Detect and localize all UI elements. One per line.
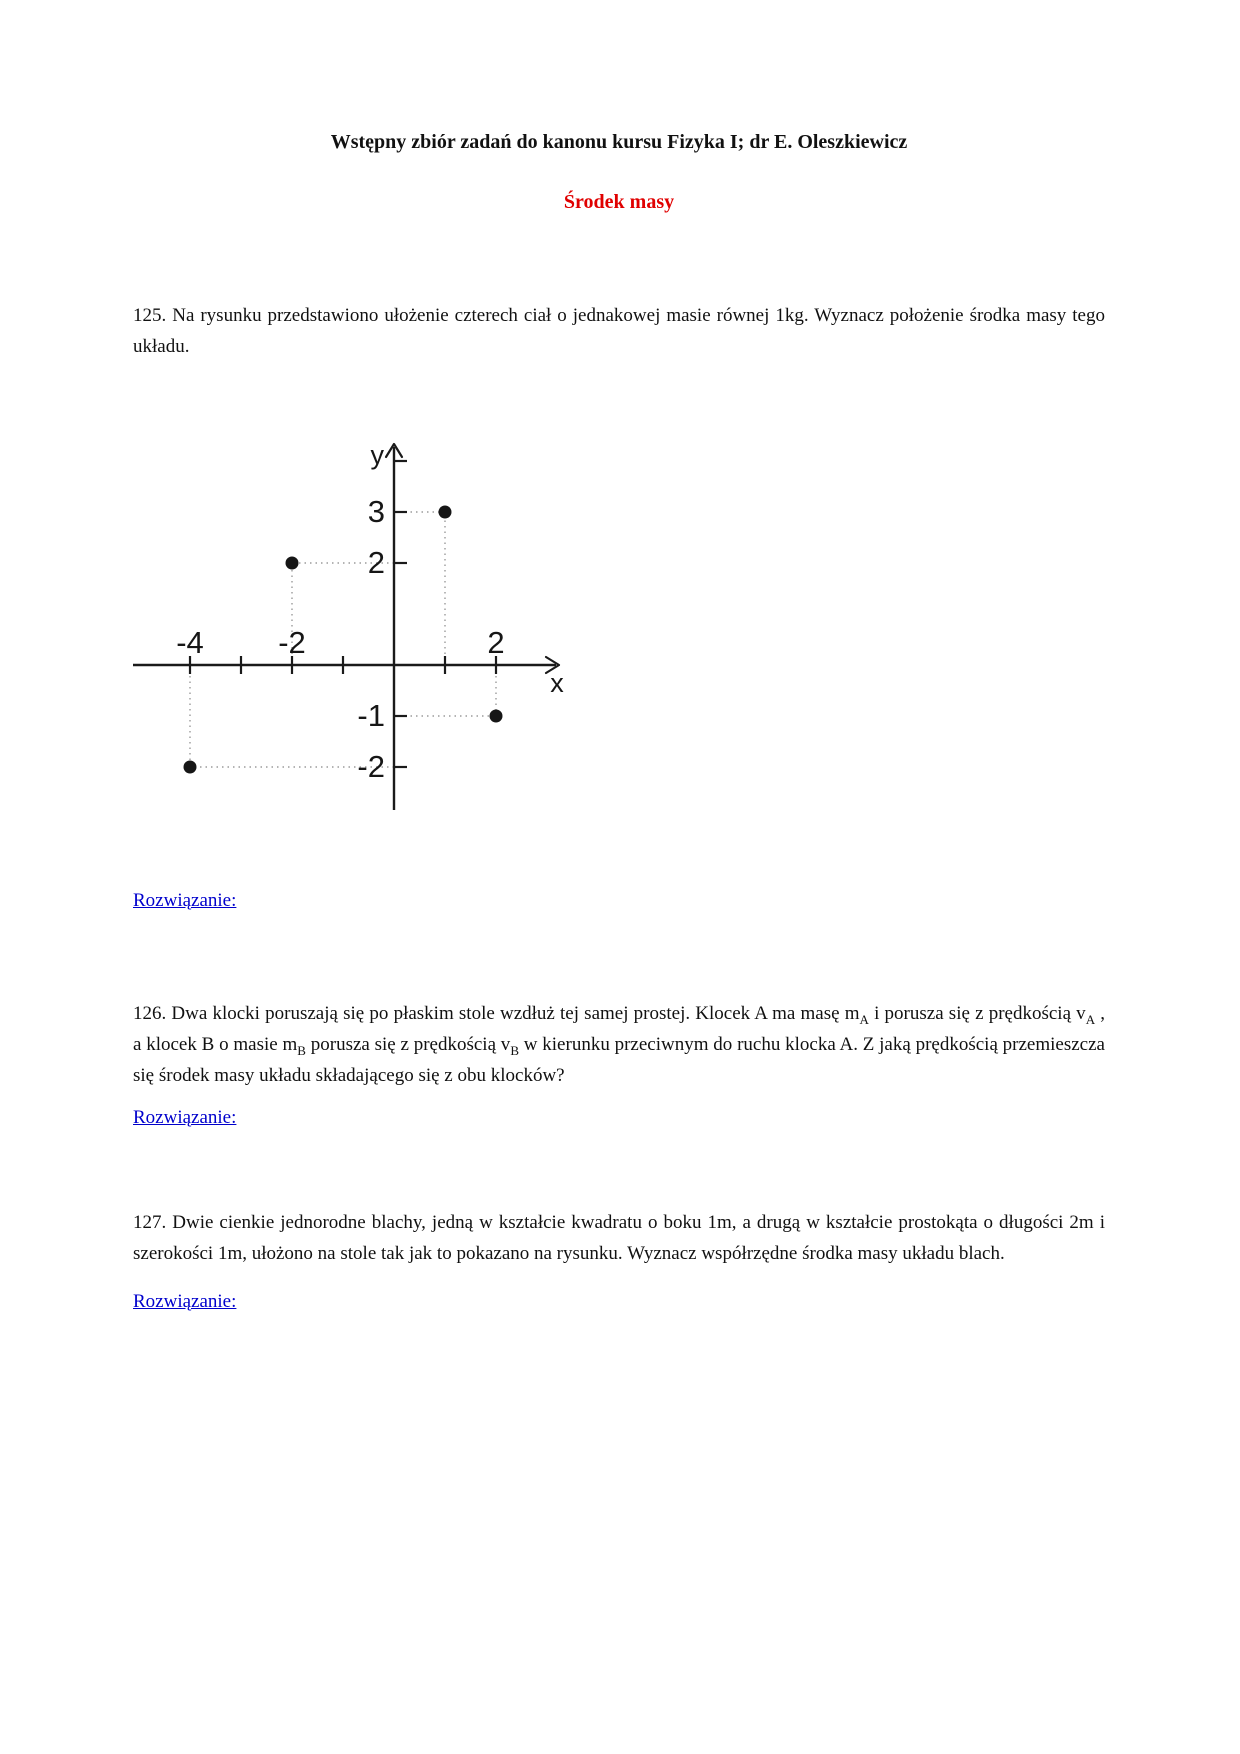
y-tick-label: -1 (357, 698, 385, 733)
x-tick-label: -4 (176, 625, 204, 660)
text-segment: i porusza się z prędkością v (868, 1003, 1086, 1024)
solution-link-125[interactable]: Rozwiązanie: (133, 890, 237, 911)
problem-126-text (133, 998, 1105, 1091)
x-tick-label: -2 (278, 625, 306, 660)
problem-125-text: 125. Na rysunku przedstawiono ułożenie czterech ciał o jednakowej masie równej 1kg. Wyznacz położenie środka masy tego układu. (133, 305, 1105, 357)
text-segment: w kierunku przeciwnym do ruchu klocka A. Z jaką prędkością przemieszcza się środek masy układu składającego się z obu klocków? (133, 1034, 1105, 1086)
text-segment: porusza się z prędkością v (305, 1034, 511, 1055)
solution-link-row (133, 1102, 1105, 1133)
axis-ticks (190, 461, 496, 767)
solution-link-126[interactable]: Rozwiązanie: (133, 1107, 237, 1128)
mass-point (490, 710, 503, 723)
problem-127-text: 127. Dwie cienkie jednorodne blachy, jedną w kształcie kwadratu o boku 1m, a drugą w kształcie prostokąta o długości 2m i szerokości 1m, ułożono na stole tak jak to pokazano na rysunku. Wyznacz współrzędne środka masy układu blach. (133, 1212, 1105, 1264)
text-segment: , a klocek B o masie m (133, 1003, 1106, 1055)
subscript: A (859, 1011, 869, 1027)
mass-point (439, 506, 452, 519)
y-tick-label: -2 (357, 749, 385, 784)
solution-link-127[interactable]: Rozwiązanie: (133, 1291, 237, 1312)
y-tick-label: 2 (367, 545, 385, 580)
solution-link-row (133, 1286, 1105, 1317)
mass-point (184, 761, 197, 774)
text-segment: 126. Dwa klocki poruszają się po płaskim stole wzdłuż tej samej prostej. Klocek A ma masę m (133, 1003, 860, 1024)
subscript: A (1085, 1011, 1096, 1027)
figure-svg (130, 440, 570, 815)
solution-link-row (133, 885, 1105, 916)
guide-lines (190, 512, 496, 767)
section-title: Środek masy (563, 191, 675, 213)
x-tick-label: 2 (487, 625, 505, 660)
subscript: B (510, 1042, 519, 1058)
axis-tick-labels (176, 494, 504, 784)
y-tick-label: 3 (367, 494, 385, 529)
mass-point (286, 557, 299, 570)
mass-points (184, 506, 503, 774)
page-title: Wstępny zbiór zadań do kanonu kursu Fizyka I; dr E. Oleszkiewicz (330, 131, 908, 153)
y-axis-label: y (370, 440, 384, 470)
subscript: B (297, 1042, 306, 1058)
x-axis-label: x (550, 668, 564, 698)
figure-125 (130, 440, 570, 815)
